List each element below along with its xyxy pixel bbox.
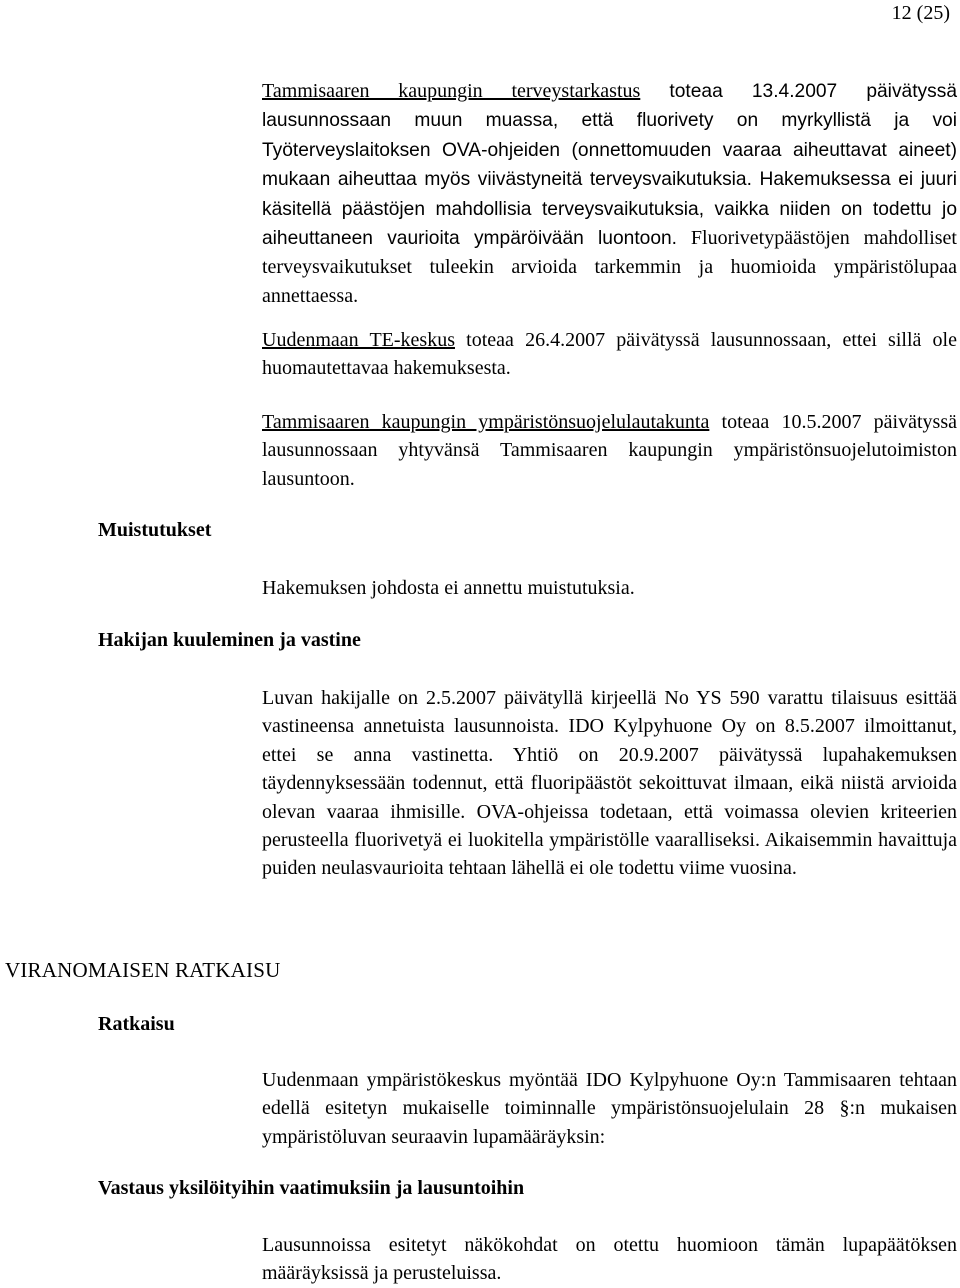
heading-ratkaisu: Ratkaisu xyxy=(98,1013,175,1035)
statement-source: Tammisaaren kaupungin ympäristönsuojelulautakunta xyxy=(262,411,710,433)
statement-terveystarkastus xyxy=(262,77,957,310)
statement-text: toteaa 10.5.2007 päivätyssä lausunnossaan yhtyvänsä Tammisaaren kaupungin ympäristönsuojelutoimiston lausuntoon. xyxy=(262,411,957,490)
ratkaisu-text: Uudenmaan ympäristökeskus myöntää IDO Kylpyhuone Oy:n Tammisaaren tehtaan edellä esitetyn mukaiselle toiminnalle ympäristönsuojelulain 28 §:n mukaisen ympäristöluvan seuraavin lupamääräyksin: xyxy=(262,1069,957,1148)
heading-vastaus: Vastaus yksilöityihin vaatimuksiin ja lausuntoihin xyxy=(98,1177,525,1199)
statement-text: toteaa 26.4.2007 päivätyssä lausunnossaan, ettei sillä ole huomautettavaa hakemuksesta. xyxy=(262,329,957,380)
page-number: 12 (25) xyxy=(891,2,950,24)
heading-muistutukset: Muistutukset xyxy=(98,519,212,541)
heading-hakijan-kuuleminen: Hakijan kuuleminen ja vastine xyxy=(98,629,361,651)
statement-source: Uudenmaan TE-keskus xyxy=(262,329,455,351)
heading-viranomaisen-ratkaisu: VIRANOMAISEN RATKAISU xyxy=(5,958,281,982)
statement-text: toteaa 13.4.2007 päivätyssä lausunnossaan muun muassa, että fluorivety on myrkyllistä ja voi Työterveyslaitoksen OVA-ohjeiden (onnettomuuden vaaraa aiheuttavat aineet) mukaan aiheuttaa myös viivästyneitä terveysvaikutuksia. Hakemuksessa ei juuri käsitellä päästöjen mahdollisia terveysvaikutuksia, vaikka niiden on todettu jo aiheuttaneen vaurioita ympäröivään luontoon. xyxy=(262,81,957,250)
statement-te-keskus xyxy=(262,326,957,383)
statement-text-continued: Fluorivetypäästöjen mahdolliset terveysvaikutukset tuleekin arvioida tarkemmin ja huomioida ympäristölupaa annettaessa. xyxy=(262,227,957,307)
statement-lautakunta xyxy=(262,408,957,493)
vastine-text: Luvan hakijalle on 2.5.2007 päivätyllä kirjeellä No YS 590 varattu tilaisuus esittää vastineensa annetuista lausunnoista. IDO Kylpyhuone Oy on 8.5.2007 ilmoittanut, ettei se anna vastinetta. Yhtiö on 20.9.2007 päivätyssä lupahakemuksen täydennyksessään todennut, että fluoripäästöt sekoittuvat ilmaan, eikä niistä arvioida olevan vaaraa ihmisille. OVA-ohjeissa todetaan, että voimassa olevien kriteerien perusteella fluorivetyä ei luokitella ympäristölle vaaralliseksi. Aikaisemmin havaittuja puiden neulasvaurioita tehtaan lähellä ei ole todettu viime vuosina. xyxy=(262,687,957,880)
vastaus-text: Lausunnoissa esitetyt näkökohdat on otettu huomioon tämän lupapäätöksen määräyksissä ja perusteluissa. xyxy=(262,1234,957,1285)
statement-source: Tammisaaren kaupungin terveystarkastus xyxy=(262,80,641,102)
muistutukset-text: Hakemuksen johdosta ei annettu muistutuksia. xyxy=(262,577,635,599)
